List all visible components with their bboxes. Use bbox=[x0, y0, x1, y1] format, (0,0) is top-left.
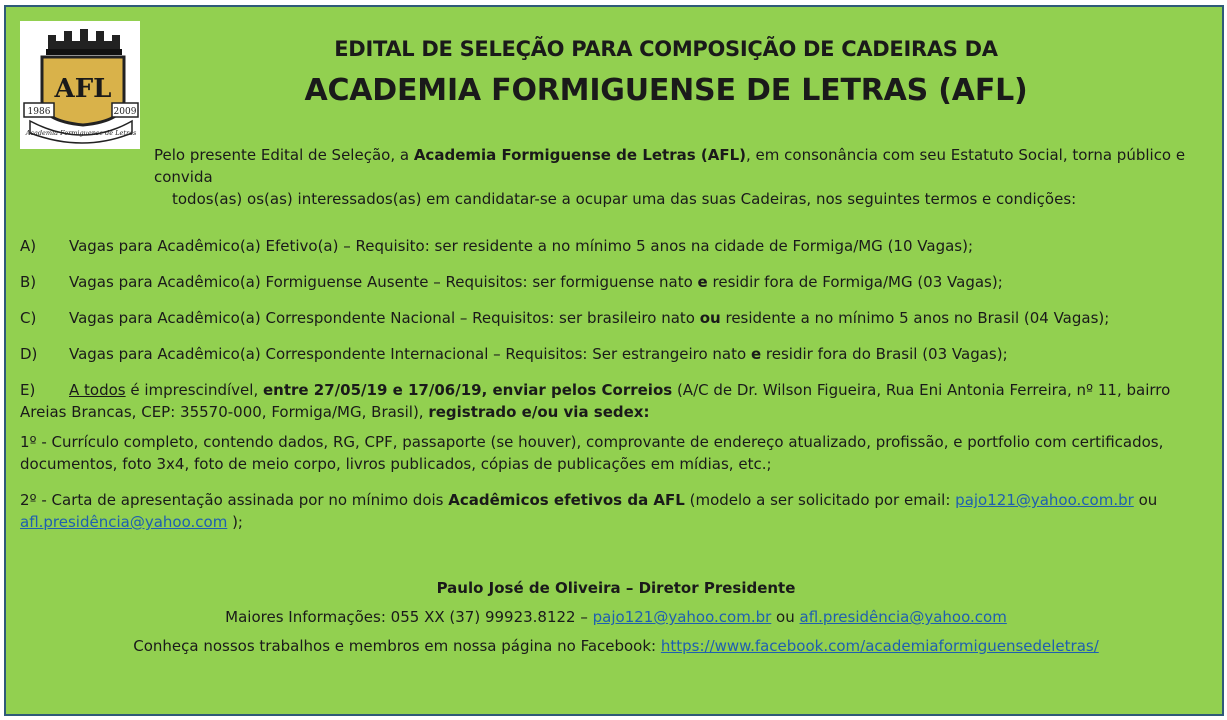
item-letter: B) bbox=[20, 273, 37, 291]
item-text-post: residir fora do Brasil (03 Vagas); bbox=[761, 345, 1008, 363]
item-text-post: residir fora de Formiga/MG (03 Vagas); bbox=[707, 273, 1003, 291]
title-line-1: EDITAL DE SELEÇÃO PARA COMPOSIÇÃO DE CADEIRAS DA bbox=[334, 37, 998, 61]
item-text: Vagas para Acadêmico(a) Efetivo(a) – Requisito: ser residente a no mínimo 5 anos na cidade de Formiga/MG (10 Vagas); bbox=[69, 237, 974, 255]
contact-email-link-pajo[interactable]: pajo121@yahoo.com.br bbox=[592, 608, 772, 626]
item-text-bold1: entre 27/05/19 e 17/06/19, enviar pelos Correios bbox=[262, 381, 673, 399]
item-text-bold: e bbox=[750, 345, 762, 363]
contact-or: ou bbox=[771, 608, 800, 626]
facebook-link[interactable]: https://www.facebook.com/academiaformiguensedeletras/ bbox=[660, 637, 1099, 655]
req2-t1: 2º - Carta de apresentação assinada por no mínimo dois bbox=[20, 491, 449, 509]
afl-crest-icon bbox=[20, 21, 140, 149]
item-text-bold: ou bbox=[699, 309, 721, 327]
email-link-presidencia[interactable]: afl.presidência@yahoo.com bbox=[20, 513, 228, 531]
contact-email-link-presidencia[interactable]: afl.presidência@yahoo.com bbox=[799, 608, 1007, 626]
item-letter: D) bbox=[20, 345, 38, 363]
item-text-bold2: registrado e/ou via sedex: bbox=[428, 403, 650, 421]
item-text-pre: Vagas para Acadêmico(a) Formiguense Ausente – Requisitos: ser formiguense nato bbox=[69, 273, 698, 291]
signature-name-text: Paulo José de Oliveira – Diretor Presidente bbox=[436, 579, 796, 597]
logo-year-right: 2009 bbox=[113, 107, 137, 117]
req2-t3: ou bbox=[1133, 491, 1158, 509]
afl-logo bbox=[20, 21, 140, 149]
intro-paragraph bbox=[154, 144, 1224, 210]
intro-part1: Pelo presente Edital de Seleção, a bbox=[154, 146, 414, 164]
req2-t2: (modelo a ser solicitado por email: bbox=[684, 491, 956, 509]
logo-text: AFL bbox=[54, 74, 112, 104]
title-line-2: ACADEMIA FORMIGUENSE DE LETRAS (AFL) bbox=[304, 73, 1028, 108]
item-text bbox=[69, 307, 1109, 329]
facebook-line bbox=[6, 635, 1226, 657]
intro-bold: Academia Formiguense de Letras (AFL) bbox=[413, 146, 747, 164]
facebook-label: Conheça nossos trabalhos e membros em nossa página no Facebook: bbox=[133, 637, 661, 655]
item-text-bold: e bbox=[697, 273, 708, 291]
item-text-pre: Vagas para Acadêmico(a) Correspondente Internacional – Requisitos: Ser estrangeiro nato bbox=[69, 345, 751, 363]
item-text bbox=[20, 379, 1210, 423]
contact-label: Maiores Informações: 055 XX (37) 99923.8122 – bbox=[225, 608, 593, 626]
signature-name bbox=[6, 577, 1226, 599]
item-text bbox=[69, 271, 1003, 293]
item-letter: C) bbox=[20, 309, 37, 327]
item-text-pre: Vagas para Acadêmico(a) Correspondente Nacional – Requisitos: ser brasileiro nato bbox=[69, 309, 700, 327]
req2-bold: Acadêmicos efetivos da AFL bbox=[448, 491, 685, 509]
requirement-1: 1º - Currículo completo, contendo dados, RG, CPF, passaporte (se houver), comprovante de endereço atualizado, profissão, e portfolio com certificados, documentos, foto 3x4, foto de meio corpo, livros publicados, cópias de publicações em mídias, etc.; bbox=[20, 433, 1164, 473]
item-text-underlined: A todos bbox=[69, 381, 126, 399]
item-letter: A) bbox=[20, 237, 37, 255]
logo-year-left: 1986 bbox=[27, 107, 51, 117]
item-text-t1: é imprescindível, bbox=[125, 381, 263, 399]
logo-motto: Academia Formiguense de Letras bbox=[25, 129, 137, 137]
item-text-post: residente a no mínimo 5 anos no Brasil (04 Vagas); bbox=[720, 309, 1110, 327]
intro-line2: todos(as) os(as) interessados(as) em candidatar-se a ocupar uma das suas Cadeiras, nos seguintes termos e condições: bbox=[172, 190, 1077, 208]
contact-line bbox=[6, 606, 1226, 628]
email-link-pajo[interactable]: pajo121@yahoo.com.br bbox=[955, 491, 1134, 509]
item-letter: E) bbox=[20, 381, 36, 399]
requirement-2 bbox=[20, 489, 1210, 533]
list-item-e bbox=[20, 379, 1210, 423]
req2-t4: ); bbox=[227, 513, 243, 531]
notice-frame bbox=[4, 5, 1224, 716]
intro-part2: , em consonância com seu Estatuto Social, torna público e convida bbox=[154, 146, 1186, 186]
item-text bbox=[69, 343, 1008, 365]
item-text-t2: (A/C de Dr. Wilson Figueira, Rua Eni Antonia Ferreira, nº 11, bairro Areias Brancas, CEP: 35570-000, Formiga/MG, Brasil), bbox=[20, 381, 1171, 421]
